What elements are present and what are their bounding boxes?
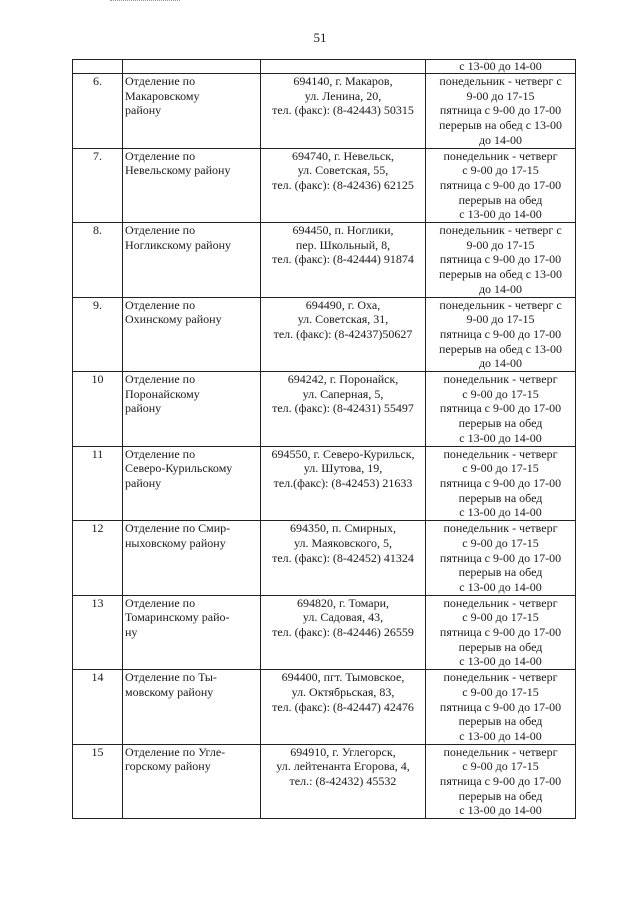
table-body [73,60,576,819]
address-line: ул. Советская, 31, [297,312,389,327]
offices-table [72,59,576,819]
cell-office-name [123,446,261,521]
hours-line: перерыв на обед [458,714,543,729]
cell-address [261,60,426,74]
cell-working-hours [426,74,576,149]
office-name-line: Отделение по [125,223,196,238]
cell-address [261,521,426,596]
address-line: тел.: (8-42432) 45532 [289,774,397,789]
hours-line: 9-00 до 17-15 [466,88,535,103]
hours-line: пятница с 9-00 до 17-00 [439,177,562,192]
hours-line: перерыв на обед с 13-00 [438,267,563,282]
address-line: 694400, пгт. Тымовское, [281,670,405,685]
cell-working-hours [426,446,576,521]
cell-office-name [123,148,261,223]
hours-line: пятница с 9-00 до 17-00 [439,326,562,341]
address-line: тел. (факс): (8-42447) 42476 [272,699,414,714]
hours-line: с 13-00 до 14-00 [459,430,542,445]
hours-line: понедельник - четверг [443,521,558,536]
address-line: ул. Октябрьская, 83, [291,684,395,699]
hours-line: перерыв на обед [458,639,543,654]
address-line: тел. (факс): (8-42446) 26559 [272,625,414,640]
hours-line: с 13-00 до 14-00 [459,505,542,520]
office-name-line: горскому району [125,759,211,774]
cell-office-name [123,297,261,372]
hours-line: понедельник - четверг с [439,74,562,88]
office-name-line: Отделение по [125,74,196,88]
table-row [73,148,576,223]
address-line: ул. лейтенанта Егорова, 4, [276,759,410,774]
page-number: 51 [313,30,327,45]
hours-line: с 13-00 до 14-00 [459,579,542,594]
office-name-line: Отделение по [125,372,196,387]
cell-office-name [123,744,261,819]
hours-line: понедельник - четверг [443,446,558,461]
hours-line: пятница с 9-00 до 17-00 [439,774,562,789]
table-row [73,372,576,447]
office-name-line: району [125,401,162,416]
table-row [73,744,576,819]
cell-number: 7. [73,148,123,223]
cell-office-name [123,60,261,74]
cell-working-hours [426,521,576,596]
table-row [73,595,576,670]
hours-line: с 13-00 до 14-00 [459,59,542,73]
cell-number: 10 [73,372,123,447]
cell-working-hours [426,223,576,298]
cell-office-name [123,372,261,447]
office-name-line: Невельскому району [125,163,231,178]
hours-line: понедельник - четверг [443,744,558,759]
cell-number: 6. [73,74,123,149]
address-line: тел. (факс): (8-42452) 41324 [272,550,414,565]
hours-line: пятница с 9-00 до 17-00 [439,103,562,118]
hours-line: пятница с 9-00 до 17-00 [439,625,562,640]
hours-line: перерыв на обед [458,565,543,580]
office-name-line: Макаровскому [125,88,200,103]
cell-working-hours [426,297,576,372]
hours-line: понедельник - четверг [443,595,558,610]
cell-number: 9. [73,297,123,372]
address-line: ул. Шутова, 19, [303,461,383,476]
office-name-line: Отделение по Ты- [125,670,217,685]
hours-line: 9-00 до 17-15 [466,312,535,327]
office-name-line: Отделение по [125,446,196,461]
hours-line: с 9-00 до 17-15 [462,163,539,178]
hours-line: до 14-00 [478,281,523,296]
hours-line: пятница с 9-00 до 17-00 [439,475,562,490]
office-name-line: Отделение по [125,148,196,163]
hours-line: пятница с 9-00 до 17-00 [439,550,562,565]
hours-line: понедельник - четверг с [439,223,562,238]
cell-address [261,148,426,223]
cell-working-hours [426,372,576,447]
address-line: тел. (факс): (8-42444) 91874 [272,252,414,267]
address-line: 694740, г. Невельск, [291,148,395,163]
address-line: 694910, г. Углегорск, [290,744,396,759]
cell-office-name [123,595,261,670]
hours-line: с 9-00 до 17-15 [462,610,539,625]
address-line: ул. Советская, 55, [297,163,389,178]
cell-working-hours [426,60,576,74]
address-line: ул. Садовая, 43, [302,610,384,625]
cell-address [261,297,426,372]
table-row [73,297,576,372]
hours-line: понедельник - четверг [443,670,558,685]
cell-office-name [123,521,261,596]
address-line: 694490, г. Оха, [305,297,381,312]
cell-number: 8. [73,223,123,298]
office-name-line: району [125,103,162,118]
office-name-line: Отделение по [125,595,196,610]
cell-working-hours [426,670,576,745]
hours-line: с 9-00 до 17-15 [462,386,539,401]
hours-line: перерыв на обед с 13-00 [438,118,563,133]
table-row [73,521,576,596]
table-row [73,223,576,298]
office-name-line: мовскому району [125,684,214,699]
hours-line: перерыв на обед [458,490,543,505]
address-line: тел. (факс): (8-42431) 55497 [272,401,414,416]
hours-line: понедельник - четверг [443,372,558,387]
hours-line: понедельник - четверг [443,148,558,163]
cell-number: 12 [73,521,123,596]
address-line: пер. Школьный, 8, [295,237,391,252]
cell-address [261,744,426,819]
cell-address [261,372,426,447]
hours-line: с 9-00 до 17-15 [462,535,539,550]
address-line: 694140, г. Макаров, [293,74,393,88]
cell-number: 13 [73,595,123,670]
address-line: тел. (факс): (8-42443) 50315 [272,103,414,118]
address-line: тел. (факс): (8-42437)50627 [273,326,413,341]
continuation-row [73,60,576,74]
address-line: 694550, г. Северо-Курильск, [271,446,415,461]
table-row [73,670,576,745]
office-name-line: Северо-Курильскому [125,461,233,476]
office-name-line: Отделение по Угле- [125,744,226,759]
hours-line: с 13-00 до 14-00 [459,803,542,818]
hours-line: пятница с 9-00 до 17-00 [439,252,562,267]
address-line: ул. Саперная, 5, [302,386,384,401]
office-name-line: ныховскому району [125,535,226,550]
table-row [73,446,576,521]
hours-line: перерыв на обед [458,192,543,207]
cell-office-name [123,670,261,745]
cell-working-hours [426,744,576,819]
office-name-line: Томаринскому райо- [125,610,230,625]
address-line: 694820, г. Томари, [296,595,390,610]
address-line: ул. Маяковского, 5, [294,535,392,550]
cell-office-name [123,74,261,149]
address-line: 694242, г. Поронайск, [287,372,399,387]
table-row [73,74,576,149]
hours-line: пятница с 9-00 до 17-00 [439,401,562,416]
hours-line: с 13-00 до 14-00 [459,207,542,222]
hours-line: до 14-00 [478,356,523,371]
scan-mark [110,0,180,3]
office-name-line: Отделение по [125,297,196,312]
cell-number: 14 [73,670,123,745]
office-name-line: Охинскому району [125,312,222,327]
cell-address [261,670,426,745]
office-name-line: Отделение по Смир- [125,521,231,536]
address-line: ул. Ленина, 20, [304,88,382,103]
hours-line: с 9-00 до 17-15 [462,461,539,476]
hours-line: 9-00 до 17-15 [466,237,535,252]
cell-address [261,446,426,521]
office-name-line: Поронайскому [125,386,200,401]
cell-address [261,74,426,149]
cell-number: 11 [73,446,123,521]
office-name-line: ну [125,625,138,640]
address-line: тел.(факс): (8-42453) 21633 [273,475,413,490]
cell-working-hours [426,148,576,223]
cell-address [261,595,426,670]
hours-line: с 13-00 до 14-00 [459,654,542,669]
cell-address [261,223,426,298]
hours-line: с 13-00 до 14-00 [459,728,542,743]
office-name-line: району [125,475,162,490]
hours-line: с 9-00 до 17-15 [462,684,539,699]
cell-number: 15 [73,744,123,819]
cell-working-hours [426,595,576,670]
hours-line: перерыв на обед [458,416,543,431]
hours-line: перерыв на обед с 13-00 [438,341,563,356]
address-line: 694350, п. Смирных, [290,521,396,536]
hours-line: пятница с 9-00 до 17-00 [439,699,562,714]
hours-line: понедельник - четверг с [439,297,562,312]
hours-line: с 9-00 до 17-15 [462,759,539,774]
address-line: 694450, п. Ноглики, [292,223,394,238]
office-name-line: Ногликскому району [125,237,232,252]
cell-number [73,60,123,74]
address-line: тел. (факс): (8-42436) 62125 [272,177,414,192]
cell-office-name [123,223,261,298]
hours-line: перерыв на обед [458,788,543,803]
hours-line: до 14-00 [478,132,523,147]
